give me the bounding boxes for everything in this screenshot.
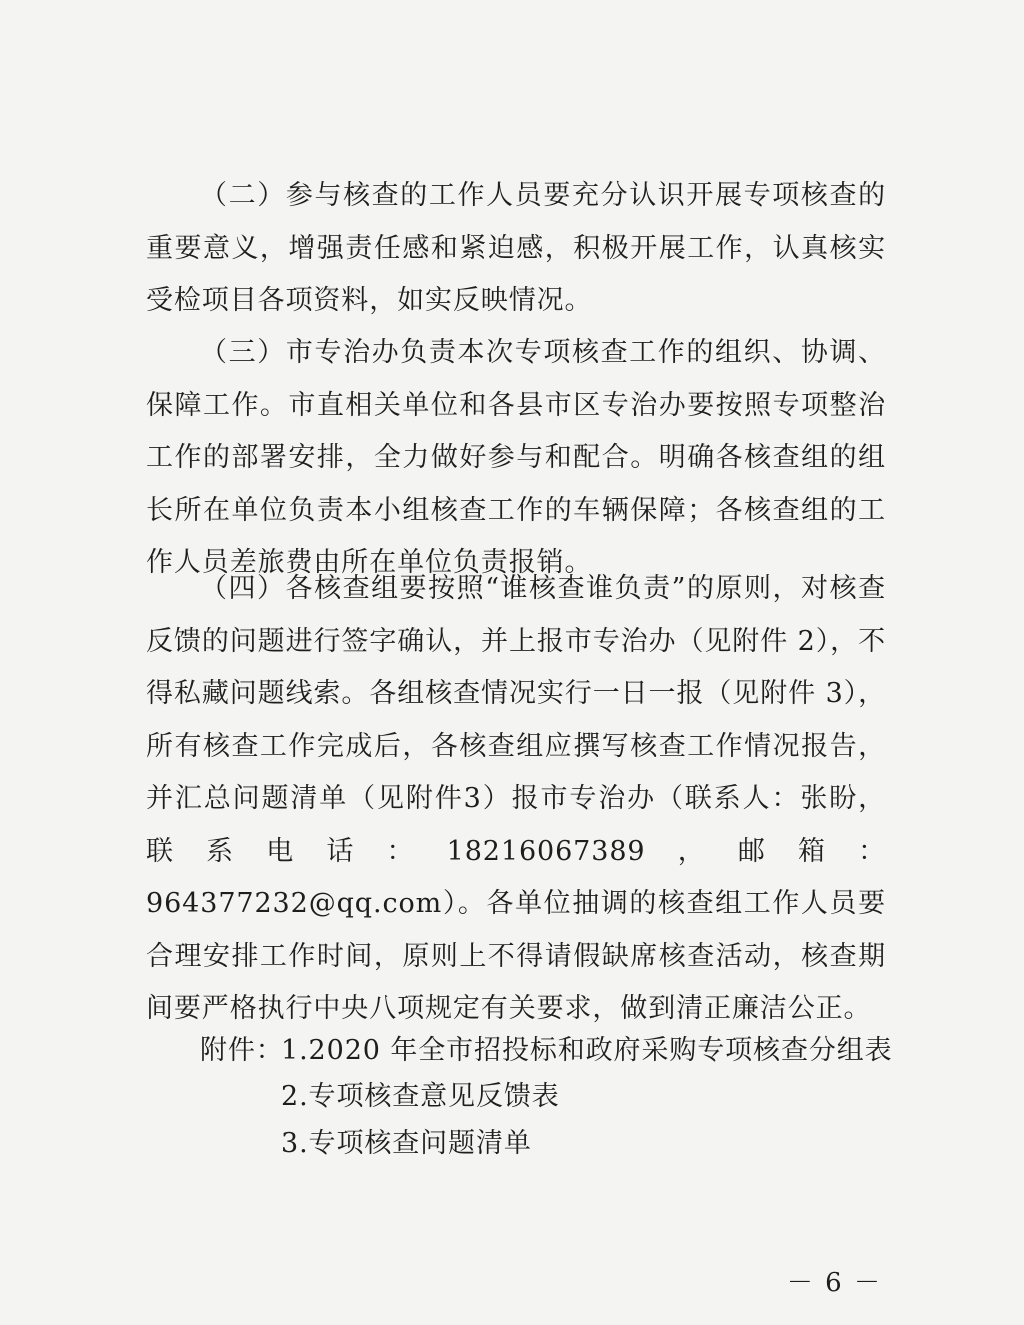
- page-number: － 6 －: [786, 1268, 882, 1298]
- paragraph-item-4: （四）各核查组要按照“谁核查谁负责”的原则，对核查反馈的问题进行签字确认，并上报市专治办（见附件 2），不得私藏问题线索。各组核查情况实行一日一报（见附件 3），所有核查工作完成后，各核查组应撰写核查工作情况报告，并汇总问题清单（见附件3）报市专治办（联系人：张盼，联系电话：18216067389，邮箱：964377232@qq.com）。各单位抽调的核查组工作人员要合理安排工作时间，原则上不得请假缺席核查活动，核查期间要严格执行中央八项规定有关要求，做到清正廉洁公正。: [146, 573, 886, 1024]
- attachment-item-3: 3.专项核查问题清单: [281, 1128, 532, 1159]
- attachment-item-2: 2.专项核查意见反馈表: [281, 1081, 560, 1112]
- attachment-item-1: 1.2020 年全市招投标和政府采购专项核查分组表: [281, 1035, 893, 1066]
- paragraph-item-3: （三）市专治办负责本次专项核查工作的组织、协调、保障工作。市直相关单位和各县市区专治办要按照专项整治工作的部署安排，全力做好参与和配合。明确各核查组的组长所在单位负责本小组核查工作的车辆保障；各核查组的工作人员差旅费由所在单位负责报销。: [146, 337, 886, 578]
- attachments-label: 附件：: [200, 1035, 284, 1066]
- paragraph-item-2: （二）参与核查的工作人员要充分认识开展专项核查的重要意义，增强责任感和紧迫感，积极开展工作，认真核实受检项目各项资料，如实反映情况。: [146, 180, 886, 316]
